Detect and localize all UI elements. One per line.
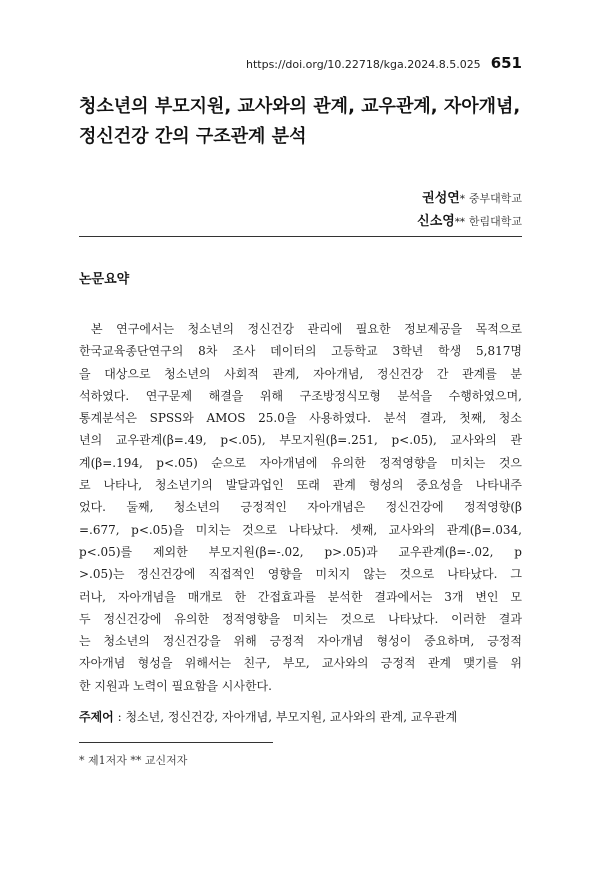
abstract-line: 년의 교우관계(β=.49, p<.05), 부모지원(β=.251, p<.05), 교사와의 관 xyxy=(79,433,522,448)
abstract-line: 었다. 둘째, 청소년의 긍정적인 자아개념은 정신건강에 정적영향(β xyxy=(79,500,522,515)
author-entry xyxy=(417,211,522,234)
doi-link[interactable]: https://doi.org/10.22718/kga.2024.8.5.025 xyxy=(245,58,481,71)
abstract-heading: 논문요약 xyxy=(79,272,130,287)
title-line: 청소년의 부모지원, 교사와의 관계, 교우관계, 자아개념, xyxy=(79,96,521,117)
abstract-line: p<.05)를 제외한 부모지원(β=-.02, p>.05)과 교우관계(β=-.02, p xyxy=(79,544,522,559)
abstract-line: 석하였다. 연구문제 해결을 위해 구조방정식모형 분석을 수행하였으며, xyxy=(79,388,522,403)
author-entry xyxy=(417,188,522,211)
abstract-line: 을 대상으로 청소년의 사회적 관계, 자아개념, 정신건강 간 관계를 분 xyxy=(79,366,522,381)
abstract-line: 통계분석은 SPSS와 AMOS 25.0을 사용하였다. 분석 결과, 첫째, 청소 xyxy=(79,411,522,426)
author-affiliation: 한림대학교 xyxy=(468,215,522,228)
abstract-line: 는 청소년의 정신건강을 위해 긍정적 자아개념 형성이 중요하며, 긍정적 xyxy=(79,634,522,649)
author-affiliation: 중부대학교 xyxy=(468,192,522,205)
abstract-body xyxy=(79,318,522,697)
title-line: 정신건강 간의 구조관계 분석 xyxy=(79,126,307,147)
abstract-line: 본 연구에서는 청소년의 정신건강 관리에 필요한 정보제공을 목적으로 xyxy=(91,322,522,336)
author-mark: ** xyxy=(454,217,465,228)
abstract-line: 한국교육종단연구의 8차 조사 데이터의 고등학교 3학년 학생 5,817명 xyxy=(79,344,522,359)
header-divider xyxy=(79,236,522,237)
page-number: 651 xyxy=(490,54,522,72)
abstract-line: =.677, p<.05)을 미치는 것으로 나타났다. 셋째, 교사와의 관계(β=.034, xyxy=(79,522,522,537)
page-header xyxy=(246,54,522,72)
paper-title xyxy=(79,92,539,152)
keywords-text: : 청소년, 정신건강, 자아개념, 부모지원, 교사와의 관계, 교우관계 xyxy=(113,710,458,724)
author-mark: * xyxy=(459,194,465,205)
keywords xyxy=(79,708,457,725)
keywords-label: 주제어 xyxy=(79,710,114,724)
abstract-line: >.05)는 정신건강에 직접적인 영향을 미치지 않는 것으로 나타났다. 그 xyxy=(79,567,522,582)
footnote: * 제1저자 ** 교신저자 xyxy=(79,754,188,767)
author-name: 신소영 xyxy=(417,214,455,229)
abstract-line: 로 나타나, 청소년기의 발달과업인 또래 관계 형성의 중요성을 나타내주 xyxy=(79,478,522,493)
abstract-line: 계(β=.194, p<.05) 순으로 자아개념에 유의한 정적영향을 미치는 것으 xyxy=(79,455,522,470)
abstract-line: 자아개념 형성을 위해서는 친구, 부모, 교사와의 긍정적 관계 맺기를 위 xyxy=(79,656,522,671)
footnote-divider xyxy=(79,742,273,743)
abstract-line: 러나, 자아개념을 매개로 한 간접효과를 분석한 결과에서는 3개 변인 모 xyxy=(79,589,522,604)
author-list xyxy=(417,188,522,234)
abstract-line: 두 정신건강에 유의한 정적영향을 미치는 것으로 나타났다. 이러한 결과 xyxy=(79,611,522,626)
abstract-line: 한 지원과 노력이 필요함을 시사한다. xyxy=(79,678,272,693)
author-name: 권성연 xyxy=(422,191,460,206)
